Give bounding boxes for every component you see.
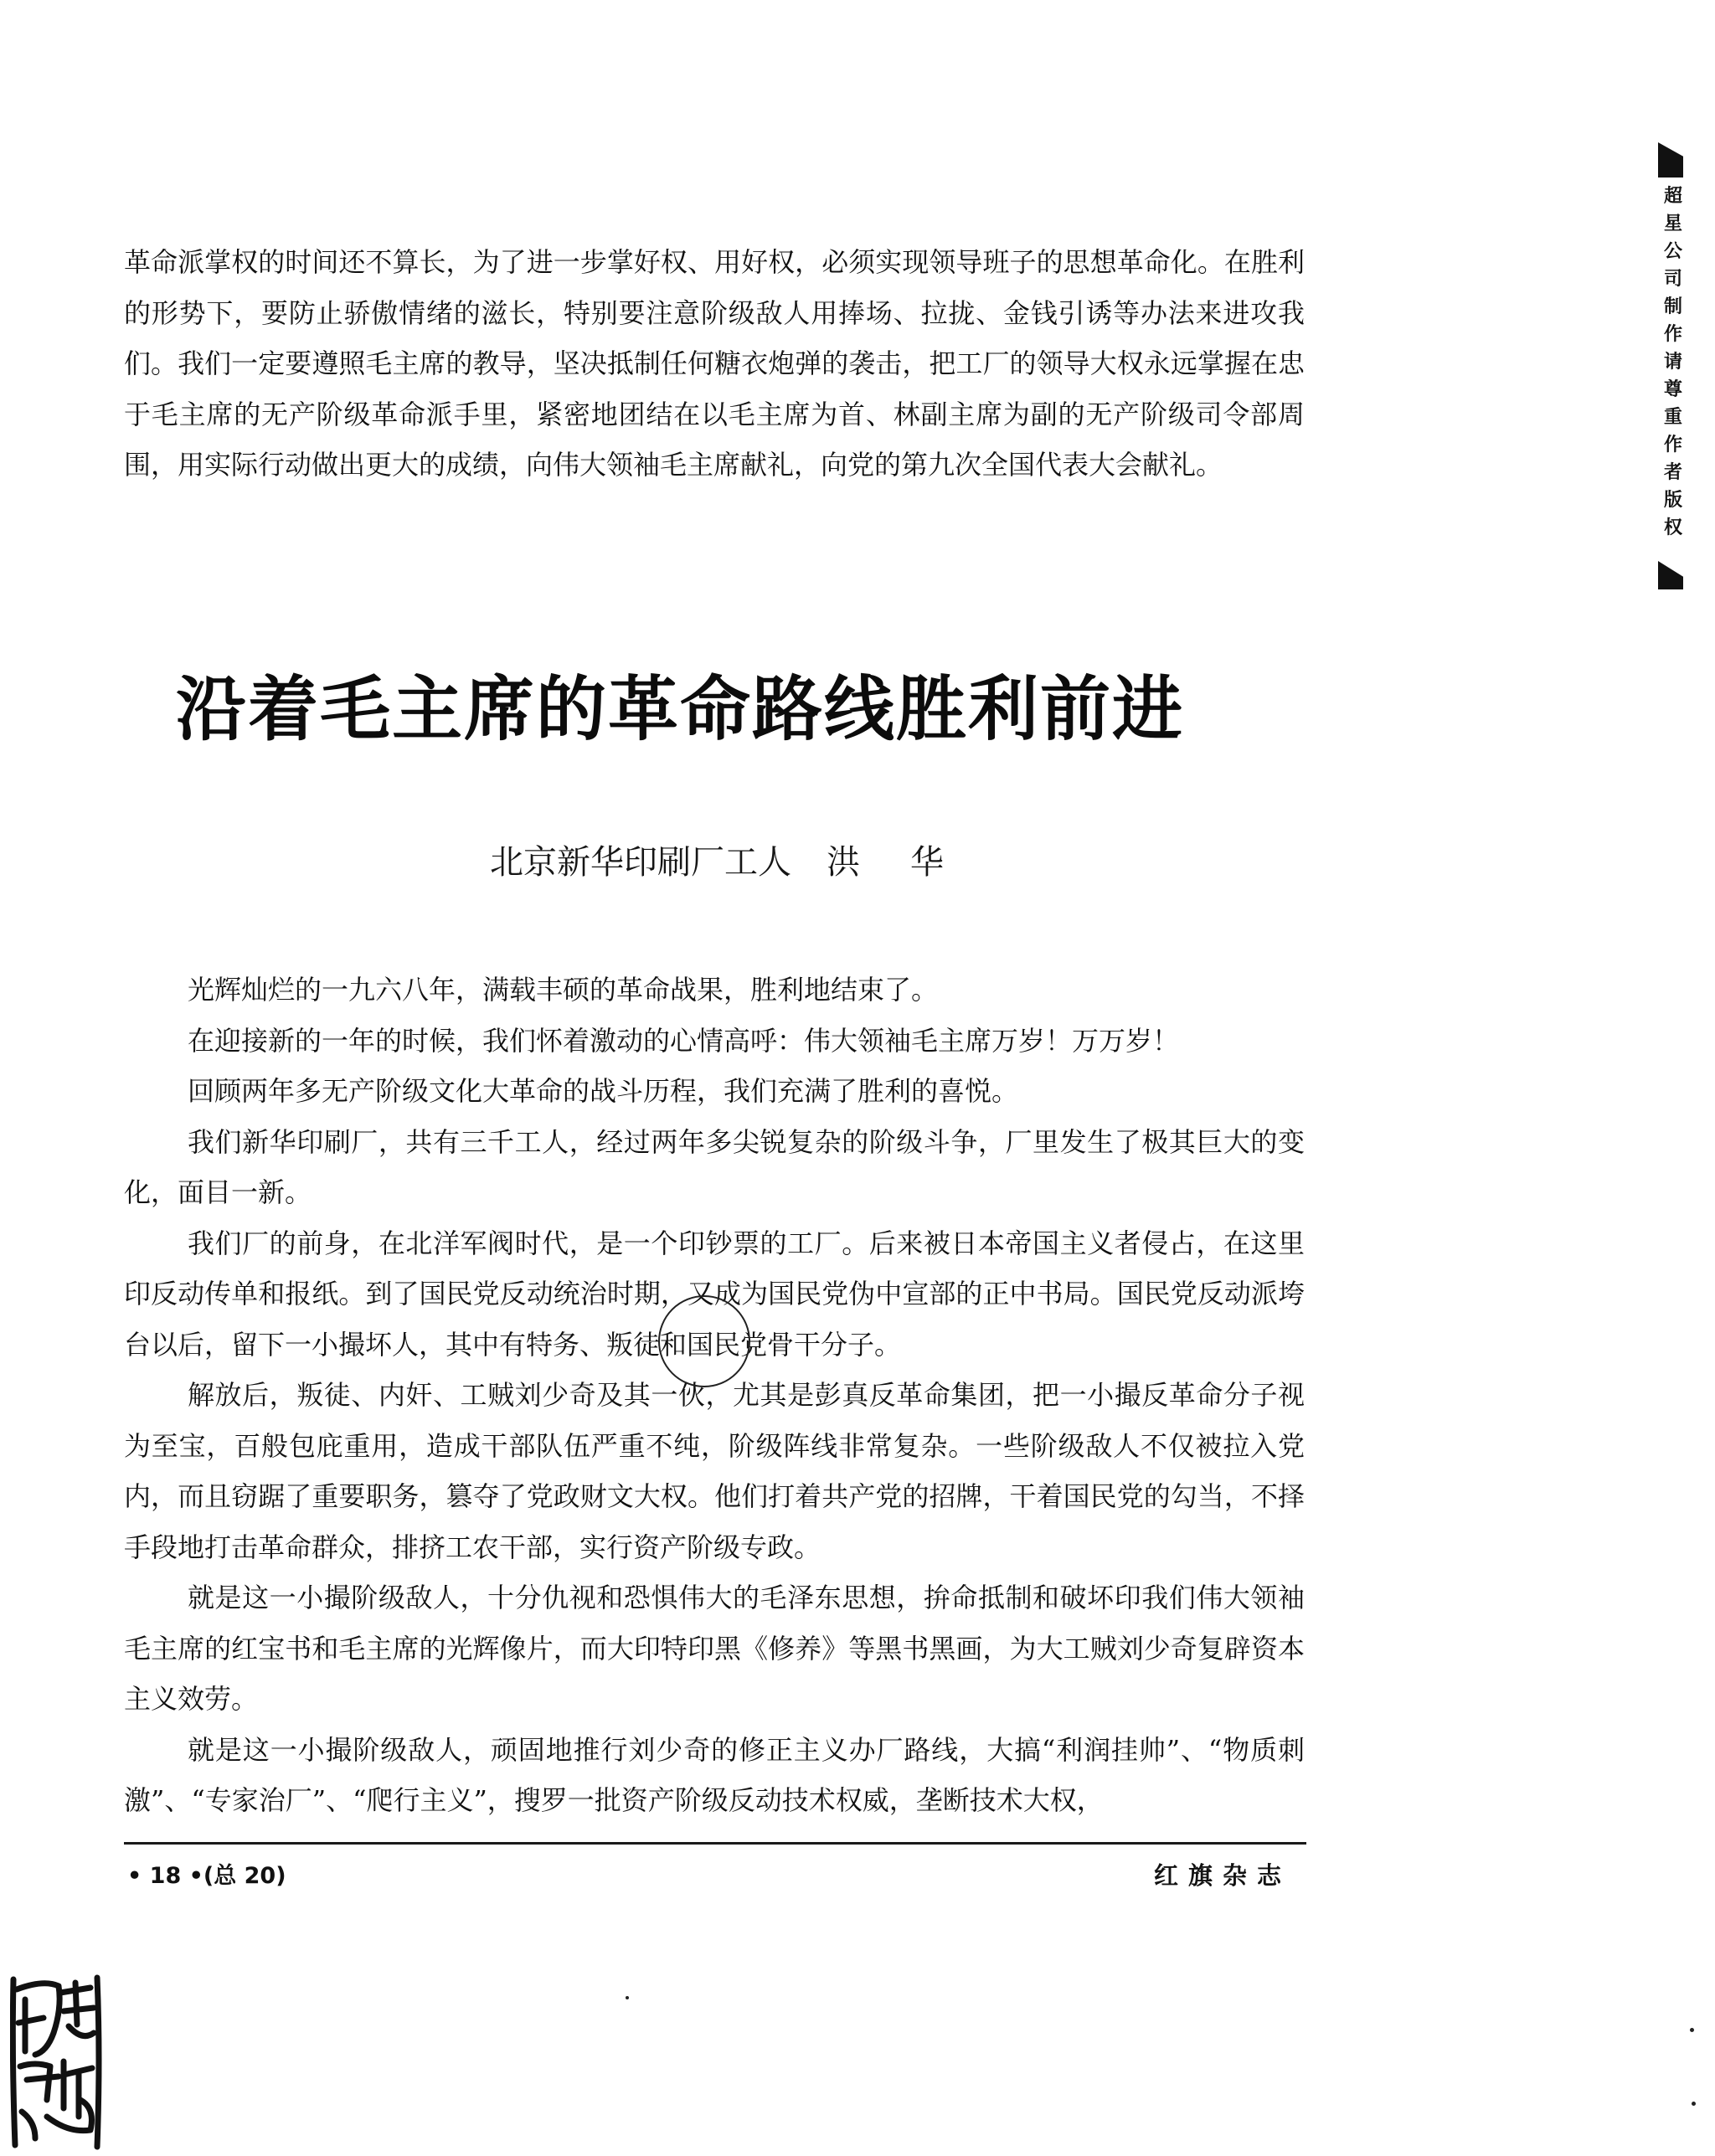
byline	[490, 836, 994, 883]
stray-mark	[1692, 2102, 1696, 2106]
handwritten-circle-annotation	[658, 1295, 750, 1387]
continued-paragraph-block	[124, 237, 1305, 491]
article-title: 沿着毛主席的革命路线胜利前进	[176, 667, 1185, 750]
watermark-bar-top	[1658, 142, 1683, 178]
body-paragraph: 光辉灿烂的一九六八年，满载丰硕的革命战果，胜利地结束了。	[188, 974, 939, 1006]
body-paragraph: 在迎接新的一年的时候，我们怀着激动的心情高呼：伟大领袖毛主席万岁！万万岁！	[188, 1024, 1180, 1057]
watermark-bar-bottom	[1658, 561, 1683, 589]
stray-mark	[626, 1996, 629, 1999]
library-seal-stamp	[10, 1974, 102, 2150]
body-paragraph: 解放后，叛徒、内奸、工贼刘少奇及其一伙，尤其是彭真反革命集团，把一小撮反革命分子视为至宝，百般包庇重用，造成干部队伍严重不纯，阶级阵线非常复杂。一些阶级敌人不仅被拉入党内，而且窃踞了重要职务，篡夺了党政财文大权。他们打着共产党的招牌，干着国民党的勾当，不择手段地打击革命群众，排挤工农干部，实行资产阶级专政。	[124, 1379, 1305, 1563]
article-body	[124, 965, 1305, 1826]
page-number: • 18 •(总 20)	[127, 1863, 286, 1889]
byline-affiliation: 北京新华印刷厂工人	[490, 843, 791, 882]
body-paragraph: 回顾两年多无产阶级文化大革命的战斗历程，我们充满了胜利的喜悦。	[188, 1075, 1019, 1107]
stray-mark	[1690, 2028, 1694, 2032]
body-paragraph: 我们厂的前身，在北洋军阀时代，是一个印钞票的工厂。后来被日本帝国主义者侵占，在这里印反动传单和报纸。到了国民党反动统治时期，又成为国民党伪中宣部的正中书局。国民党反动派垮台以后，留下一小撮坏人，其中有特务、叛徒和国民党骨干分子。	[124, 1227, 1305, 1361]
continued-paragraph: 革命派掌权的时间还不算长，为了进一步掌好权、用好权，必须实现领导班子的思想革命化。在胜利的形势下，要防止骄傲情绪的滋长，特别要注意阶级敌人用捧场、拉拢、金钱引诱等办法来进攻我们。我们一定要遵照毛主席的教导，坚决抵制任何糖衣炮弹的袭击，把工厂的领导大权永远掌握在忠于毛主席的无产阶级革命派手里，紧密地团结在以毛主席为首、林副主席为副的无产阶级司令部周围，用实际行动做出更大的成绩，向伟大领袖毛主席献礼，向党的第九次全国代表大会献礼。	[124, 246, 1305, 481]
footer-rule	[124, 1842, 1306, 1845]
side-watermark	[1656, 142, 1698, 594]
body-paragraph: 就是这一小撮阶级敌人，十分仇视和恐惧伟大的毛泽东思想，拚命抵制和破坏印我们伟大领袖毛主席的红宝书和毛主席的光辉像片，而大印特印黑《修养》等黑书黑画，为大工贼刘少奇复辟资本主义效劳。	[124, 1582, 1305, 1715]
body-paragraph: 我们新华印刷厂，共有三千工人，经过两年多尖锐复杂的阶级斗争，厂里发生了极其巨大的变化，面目一新。	[124, 1125, 1305, 1208]
journal-name: 红旗杂志	[1154, 1861, 1292, 1890]
watermark-text: 超星公司制作请尊重作者版权	[1663, 186, 1682, 538]
byline-author: 洪华	[827, 843, 994, 882]
body-paragraph: 就是这一小撮阶级敌人，顽固地推行刘少奇的修正主义办厂路线，大搞“利润挂帅”、“物质刺激”、“专家治厂”、“爬行主义”，搜罗一批资产阶级反动技术权威，垄断技术大权，	[124, 1733, 1305, 1816]
